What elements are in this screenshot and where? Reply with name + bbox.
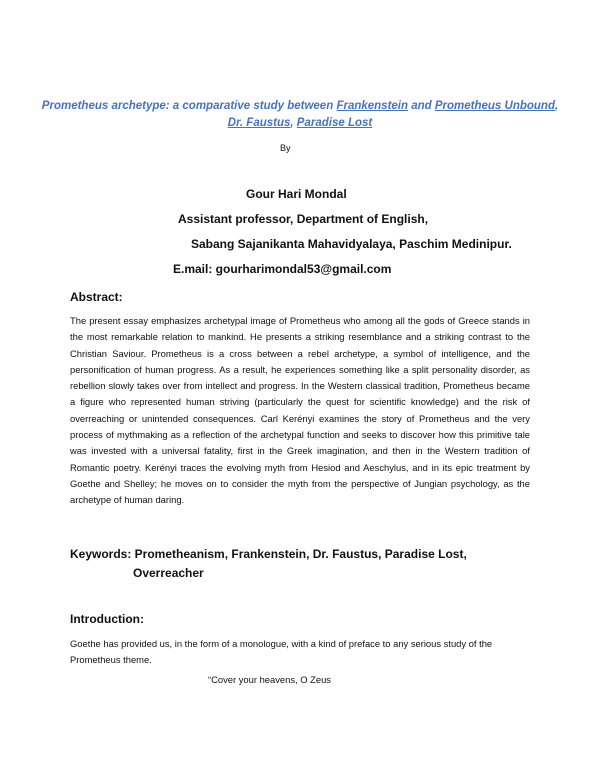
title-link-paradise-lost[interactable]: Paradise Lost xyxy=(296,117,373,129)
by-label: By xyxy=(280,143,291,153)
author-position: Assistant professor, Department of English, xyxy=(178,212,429,226)
quote-line: “Cover your heavens, O Zeus xyxy=(208,674,331,685)
title-text-and: and xyxy=(408,100,435,112)
author-email[interactable]: E.mail: gourharimondal53@gmail.com xyxy=(173,262,392,276)
abstract-heading: Abstract: xyxy=(70,290,123,304)
author-name: Gour Hari Mondal xyxy=(246,187,347,201)
keywords-line-2: Overreacher xyxy=(133,566,204,580)
title-link-prometheus-unbound[interactable]: Prometheus Unbound xyxy=(434,100,555,112)
introduction-body: Goethe has provided us, in the form of a monologue, with a kind of preface to any serious study of the Prometheus theme. xyxy=(70,638,493,665)
title-text: Prometheus archetype: a comparative study between xyxy=(41,100,337,112)
abstract-body: The present essay emphasizes archetypal image of Prometheus who among all the gods of Greece stands in the most remarkable relation to mankind. He presents a striking resemblance and a striking contrast to the Christian Saviour. Prometheus is a cross between a rebel archetype, a symbol of intelligence, and the personification of human progress. As a result, he experiences something like a split personality disorder, as rebellion slowly takes over from intellect and progress. In the Western classical tradition, Prometheus became a figure who represented human striving (particularly the quest for scientific knowledge) and the risk of overreaching or unintended consequences. Carl Kerényi examines the story of Prometheus and the very process of mythmaking as a reflection of the archetypal function and seeks to discover how this primitive tale was invested with a universal fatality, first in the Greek imagination, and then in the Western tradition of Romantic poetry. Kerényi traces the evolving myth from Hesiod and Aeschylus, and in its epic treatment by Goethe and Shelley; he moves on to consider the myth from the perspective of Jungian psychology, as the archetype of human daring. xyxy=(70,315,530,506)
title-link-frankenstein[interactable]: Frankenstein xyxy=(336,100,409,112)
title-comma-2: , xyxy=(290,117,297,129)
keywords-line-1: Keywords: Prometheanism, Frankenstein, Dr. Faustus, Paradise Lost, xyxy=(70,547,467,561)
paper-title xyxy=(20,98,580,132)
introduction-heading: Introduction: xyxy=(70,612,144,626)
title-comma: , xyxy=(554,100,559,112)
title-link-dr-faustus[interactable]: Dr. Faustus xyxy=(227,117,291,129)
author-institution: Sabang Sajanikanta Mahavidyalaya, Paschim Medinipur. xyxy=(191,237,512,251)
